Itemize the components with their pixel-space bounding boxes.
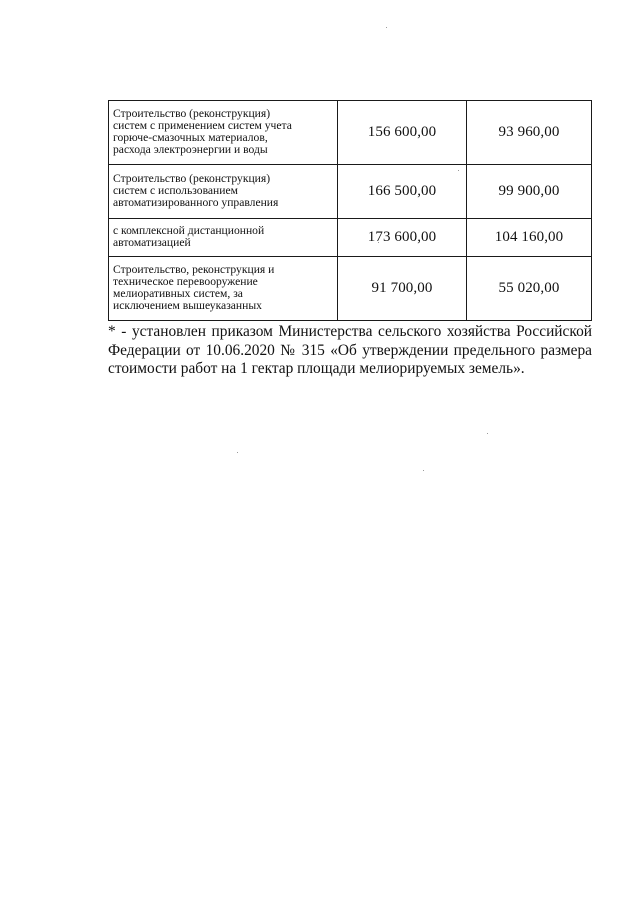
table-row [109,101,592,165]
description-line: горюче-смазочных материалов, [113,131,268,144]
row-description [109,219,338,257]
description-line: систем с применением систем учета [113,119,292,132]
row-description [109,165,338,219]
description-line: Строительство, реконструкция и [113,263,275,276]
cost-table [108,100,592,321]
value-cell-2: 99 900,00 [467,165,592,219]
description-line: Строительство (реконструкция) [113,172,271,185]
value-cell-2: 55 020,00 [467,257,592,321]
scan-speck [487,433,488,434]
value-cell-2: 104 160,00 [467,219,592,257]
value-cell-1: 91 700,00 [338,257,467,321]
footnote [108,323,592,379]
description-line: техническое перевооружение [113,275,258,288]
scan-speck [386,27,387,28]
description-line: мелиоративных систем, за [113,287,243,300]
row-description [109,101,338,165]
footnote-line: Федерации от 10.06.2020 № 315 «Об утверждении предельного размера [108,341,592,359]
description-line: автоматизацией [113,236,191,249]
value-cell-1: 156 600,00 [338,101,467,165]
table-row [109,165,592,219]
description-line: систем с использованием [113,184,238,197]
value-cell-1: 173 600,00 [338,219,467,257]
scan-speck [423,470,424,471]
description-line: с комплексной дистанционной [113,224,265,237]
value-cell-1: 166 500,00 [338,165,467,219]
description-line: исключением вышеуказанных [113,299,262,312]
scan-speck [237,452,238,453]
value-cell-2: 93 960,00 [467,101,592,165]
table-row [109,257,592,321]
table-row [109,219,592,257]
description-line: расхода электроэнергии и воды [113,143,268,156]
description-line: автоматизированного управления [113,196,279,209]
row-description [109,257,338,321]
footnote-line: * - установлен приказом Министерства сельского хозяйства Российской [108,323,592,340]
description-line: Строительство (реконструкция) [113,107,271,120]
footnote-line: стоимости работ на 1 гектар площади мелиорируемых земель». [108,360,525,377]
